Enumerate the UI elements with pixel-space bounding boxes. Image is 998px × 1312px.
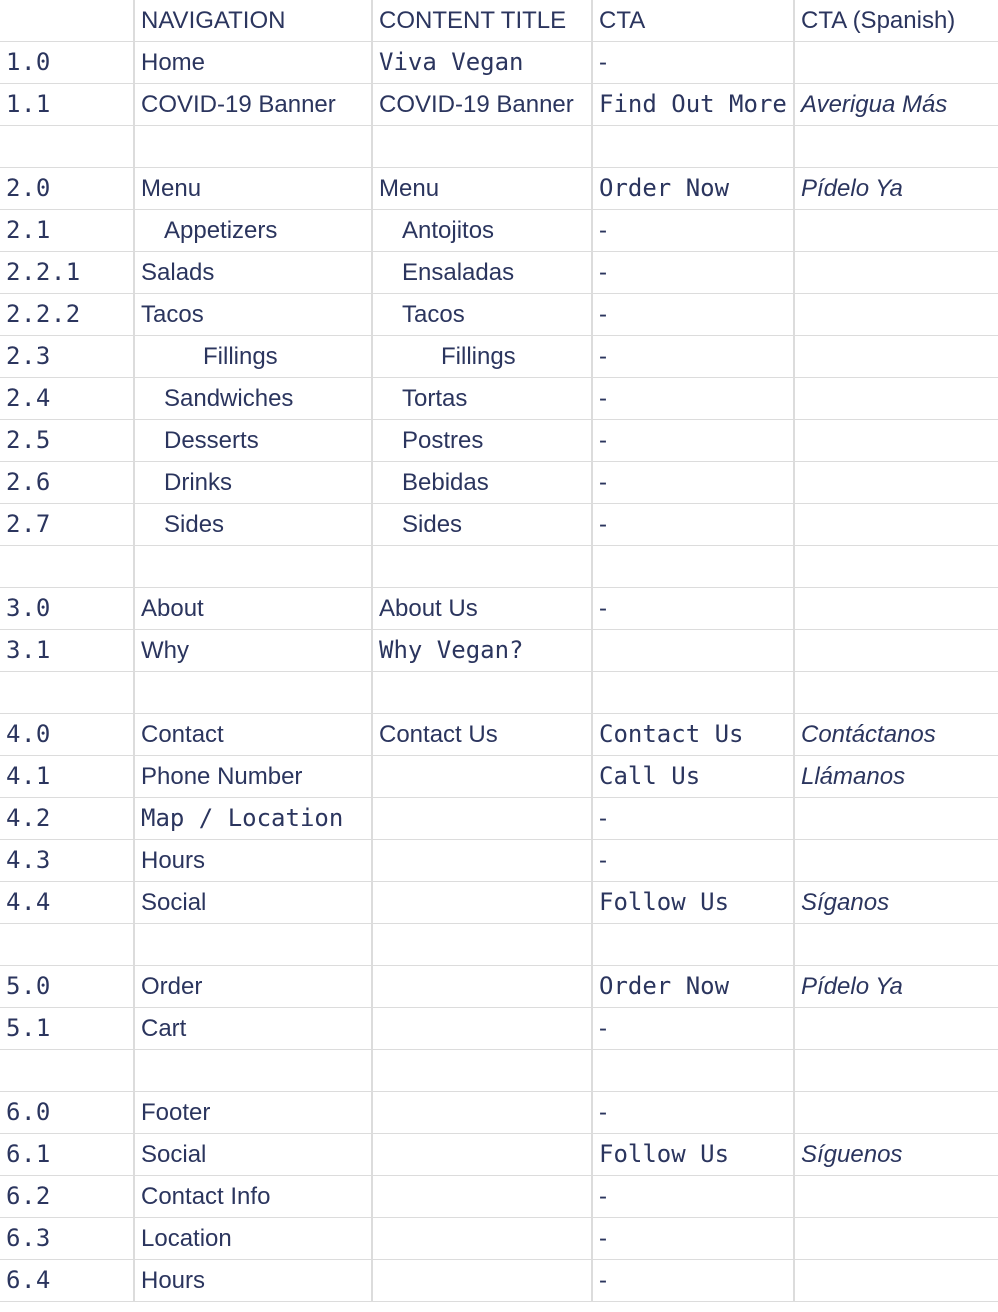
cell-cta[interactable] — [592, 1050, 794, 1092]
table-row — [0, 210, 998, 252]
cell-id[interactable]: 5.0 — [0, 966, 134, 1008]
cell-cta-spanish[interactable] — [794, 252, 998, 294]
cell-navigation[interactable]: Sides — [134, 504, 372, 546]
cell-content-title[interactable]: Postres — [372, 420, 592, 462]
table-row — [0, 924, 998, 966]
cell-id[interactable] — [0, 546, 134, 588]
cell-cta[interactable]: - — [592, 1008, 794, 1050]
cell-cta-spanish[interactable] — [794, 1008, 998, 1050]
cell-id[interactable]: 2.0 — [0, 168, 134, 210]
cell-cta[interactable]: Call Us — [592, 756, 794, 798]
cell-id[interactable]: 4.2 — [0, 798, 134, 840]
cell-cta-spanish[interactable] — [794, 1092, 998, 1134]
header-cta[interactable]: CTA — [592, 0, 794, 42]
cell-cta[interactable]: Contact Us — [592, 714, 794, 756]
cell-cta-spanish[interactable] — [794, 504, 998, 546]
cell-content-title[interactable] — [372, 966, 592, 1008]
cell-content-title[interactable]: Viva Vegan — [372, 42, 592, 84]
cell-cta[interactable]: Follow Us — [592, 1134, 794, 1176]
cell-navigation[interactable]: Sandwiches — [134, 378, 372, 420]
cell-cta[interactable] — [592, 630, 794, 672]
table-row — [0, 420, 998, 462]
table-row — [0, 630, 998, 672]
cell-id[interactable]: 6.1 — [0, 1134, 134, 1176]
cell-cta-spanish[interactable] — [794, 588, 998, 630]
table-row — [0, 1134, 998, 1176]
cell-content-title[interactable] — [372, 840, 592, 882]
cell-navigation[interactable]: Location — [134, 1218, 372, 1260]
cell-id[interactable]: 6.2 — [0, 1176, 134, 1218]
cell-navigation[interactable]: Phone Number — [134, 756, 372, 798]
cell-cta[interactable]: - — [592, 1176, 794, 1218]
cell-cta[interactable]: Follow Us — [592, 882, 794, 924]
table-row — [0, 336, 998, 378]
cell-cta[interactable] — [592, 924, 794, 966]
cell-cta-spanish[interactable] — [794, 840, 998, 882]
cell-cta[interactable]: Order Now — [592, 168, 794, 210]
cell-id[interactable]: 1.1 — [0, 84, 134, 126]
cell-navigation[interactable]: Footer — [134, 1092, 372, 1134]
header-navigation[interactable]: NAVIGATION — [134, 0, 372, 42]
table-row — [0, 714, 998, 756]
cell-content-title[interactable]: Tacos — [372, 294, 592, 336]
cell-cta-spanish[interactable] — [794, 546, 998, 588]
cell-id[interactable]: 1.0 — [0, 42, 134, 84]
cell-id[interactable] — [0, 672, 134, 714]
table-row — [0, 588, 998, 630]
cell-navigation[interactable]: Drinks — [134, 462, 372, 504]
cell-cta[interactable]: - — [592, 42, 794, 84]
cell-cta[interactable]: - — [592, 294, 794, 336]
table-row — [0, 462, 998, 504]
table-row — [0, 42, 998, 84]
cell-id[interactable]: 4.1 — [0, 756, 134, 798]
cell-cta-spanish[interactable]: Pídelo Ya — [794, 168, 998, 210]
cell-cta[interactable] — [592, 672, 794, 714]
cell-navigation[interactable] — [134, 672, 372, 714]
cell-cta[interactable]: - — [592, 210, 794, 252]
table-row — [0, 1218, 998, 1260]
table-row — [0, 966, 998, 1008]
cell-content-title[interactable]: Contact Us — [372, 714, 592, 756]
cell-content-title[interactable] — [372, 756, 592, 798]
table-row — [0, 882, 998, 924]
cell-cta-spanish[interactable]: Averigua Más — [794, 84, 998, 126]
cell-navigation[interactable] — [134, 126, 372, 168]
cell-cta-spanish[interactable] — [794, 1050, 998, 1092]
cell-id[interactable]: 5.1 — [0, 1008, 134, 1050]
cell-navigation[interactable]: Social — [134, 882, 372, 924]
table-row — [0, 1092, 998, 1134]
cell-navigation[interactable]: Fillings — [134, 336, 372, 378]
cell-cta-spanish[interactable] — [794, 924, 998, 966]
cell-id[interactable]: 6.3 — [0, 1218, 134, 1260]
cell-cta[interactable]: - — [592, 1260, 794, 1302]
header-cta-spanish[interactable]: CTA (Spanish) — [794, 0, 998, 42]
cell-cta[interactable]: Order Now — [592, 966, 794, 1008]
cell-content-title[interactable]: Fillings — [372, 336, 592, 378]
cell-cta[interactable]: - — [592, 1218, 794, 1260]
cell-navigation[interactable]: Appetizers — [134, 210, 372, 252]
cell-cta-spanish[interactable] — [794, 378, 998, 420]
cell-navigation[interactable]: About — [134, 588, 372, 630]
table-row — [0, 840, 998, 882]
cell-id[interactable]: 2.6 — [0, 462, 134, 504]
cell-content-title[interactable] — [372, 1218, 592, 1260]
cell-cta-spanish[interactable] — [794, 1260, 998, 1302]
table-row — [0, 1260, 998, 1302]
cell-cta-spanish[interactable]: Pídelo Ya — [794, 966, 998, 1008]
cell-cta-spanish[interactable] — [794, 420, 998, 462]
cell-id[interactable] — [0, 1050, 134, 1092]
cell-cta[interactable]: - — [592, 798, 794, 840]
cell-navigation[interactable]: Home — [134, 42, 372, 84]
table-row — [0, 294, 998, 336]
cell-cta[interactable]: Find Out More — [592, 84, 794, 126]
cell-cta[interactable]: - — [592, 378, 794, 420]
cell-id[interactable]: 2.2.1 — [0, 252, 134, 294]
table-row — [0, 252, 998, 294]
cell-content-title[interactable]: Why Vegan? — [372, 630, 592, 672]
table-row — [0, 756, 998, 798]
cell-cta[interactable]: - — [592, 588, 794, 630]
cell-navigation[interactable]: Tacos — [134, 294, 372, 336]
cell-id[interactable]: 2.2.2 — [0, 294, 134, 336]
cell-cta-spanish[interactable]: Llámanos — [794, 756, 998, 798]
header-content-title[interactable]: CONTENT TITLE — [372, 0, 592, 42]
cell-content-title[interactable] — [372, 672, 592, 714]
cell-content-title[interactable] — [372, 1134, 592, 1176]
cell-id[interactable]: 2.4 — [0, 378, 134, 420]
cell-cta-spanish[interactable]: Síganos — [794, 882, 998, 924]
cell-id[interactable]: 4.4 — [0, 882, 134, 924]
cell-cta[interactable]: - — [592, 840, 794, 882]
cell-navigation[interactable]: Order — [134, 966, 372, 1008]
cell-cta[interactable] — [592, 126, 794, 168]
cell-navigation[interactable]: Map / Location — [134, 798, 372, 840]
table-row — [0, 1008, 998, 1050]
cell-content-title[interactable]: Sides — [372, 504, 592, 546]
cell-content-title[interactable]: COVID-19 Banner — [372, 84, 592, 126]
cell-content-title[interactable] — [372, 1260, 592, 1302]
cell-content-title[interactable]: About Us — [372, 588, 592, 630]
table-row — [0, 798, 998, 840]
cell-navigation[interactable] — [134, 1050, 372, 1092]
header-row — [0, 0, 998, 42]
cell-id[interactable]: 2.1 — [0, 210, 134, 252]
cell-cta-spanish[interactable] — [794, 210, 998, 252]
cell-cta-spanish[interactable]: Contáctanos — [794, 714, 998, 756]
cell-navigation[interactable]: Contact — [134, 714, 372, 756]
cell-cta[interactable]: - — [592, 252, 794, 294]
cell-navigation[interactable]: Why — [134, 630, 372, 672]
cell-navigation[interactable]: Social — [134, 1134, 372, 1176]
cell-cta[interactable]: - — [592, 336, 794, 378]
cell-id[interactable]: 2.5 — [0, 420, 134, 462]
cell-navigation[interactable] — [134, 546, 372, 588]
cell-cta-spanish[interactable] — [794, 294, 998, 336]
cell-id[interactable]: 6.0 — [0, 1092, 134, 1134]
cell-content-title[interactable] — [372, 798, 592, 840]
cell-id[interactable]: 2.7 — [0, 504, 134, 546]
cell-navigation[interactable]: Cart — [134, 1008, 372, 1050]
cell-content-title[interactable] — [372, 546, 592, 588]
cell-cta-spanish[interactable] — [794, 1176, 998, 1218]
cell-content-title[interactable]: Ensaladas — [372, 252, 592, 294]
table-row — [0, 1050, 998, 1092]
table-row — [0, 1176, 998, 1218]
cell-cta-spanish[interactable]: Síguenos — [794, 1134, 998, 1176]
cell-navigation[interactable]: Desserts — [134, 420, 372, 462]
cell-id[interactable]: 6.4 — [0, 1260, 134, 1302]
cell-content-title[interactable] — [372, 1008, 592, 1050]
cell-cta-spanish[interactable] — [794, 462, 998, 504]
table-row — [0, 378, 998, 420]
cell-content-title[interactable]: Menu — [372, 168, 592, 210]
cell-navigation[interactable]: Menu — [134, 168, 372, 210]
table-row — [0, 168, 998, 210]
cell-cta[interactable] — [592, 546, 794, 588]
cell-navigation[interactable]: Hours — [134, 1260, 372, 1302]
cell-cta-spanish[interactable] — [794, 42, 998, 84]
cell-id[interactable]: 4.3 — [0, 840, 134, 882]
cell-cta[interactable]: - — [592, 1092, 794, 1134]
cell-navigation[interactable] — [134, 924, 372, 966]
cell-id[interactable] — [0, 924, 134, 966]
cell-navigation[interactable]: Hours — [134, 840, 372, 882]
cell-cta[interactable]: - — [592, 462, 794, 504]
cell-content-title[interactable] — [372, 126, 592, 168]
cell-cta-spanish[interactable] — [794, 798, 998, 840]
cell-content-title[interactable] — [372, 1176, 592, 1218]
table-row — [0, 504, 998, 546]
cell-id[interactable]: 4.0 — [0, 714, 134, 756]
header-id[interactable] — [0, 0, 134, 42]
cell-id[interactable]: 3.0 — [0, 588, 134, 630]
table-row — [0, 126, 998, 168]
cell-content-title[interactable]: Antojitos — [372, 210, 592, 252]
cell-cta-spanish[interactable] — [794, 672, 998, 714]
cell-cta-spanish[interactable] — [794, 630, 998, 672]
table-row — [0, 84, 998, 126]
cell-navigation[interactable]: Contact Info — [134, 1176, 372, 1218]
table-row — [0, 546, 998, 588]
cell-content-title[interactable] — [372, 924, 592, 966]
cell-id[interactable]: 2.3 — [0, 336, 134, 378]
table-body — [0, 42, 998, 1302]
cell-content-title[interactable] — [372, 882, 592, 924]
cell-cta[interactable]: - — [592, 504, 794, 546]
table-row — [0, 672, 998, 714]
cell-id[interactable]: 3.1 — [0, 630, 134, 672]
cell-cta[interactable]: - — [592, 420, 794, 462]
cell-navigation[interactable]: Salads — [134, 252, 372, 294]
cell-id[interactable] — [0, 126, 134, 168]
cell-cta-spanish[interactable] — [794, 126, 998, 168]
cell-content-title[interactable]: Bebidas — [372, 462, 592, 504]
cell-cta-spanish[interactable] — [794, 1218, 998, 1260]
cell-cta-spanish[interactable] — [794, 336, 998, 378]
cell-navigation[interactable]: COVID-19 Banner — [134, 84, 372, 126]
cell-content-title[interactable]: Tortas — [372, 378, 592, 420]
cell-content-title[interactable] — [372, 1092, 592, 1134]
cell-content-title[interactable] — [372, 1050, 592, 1092]
